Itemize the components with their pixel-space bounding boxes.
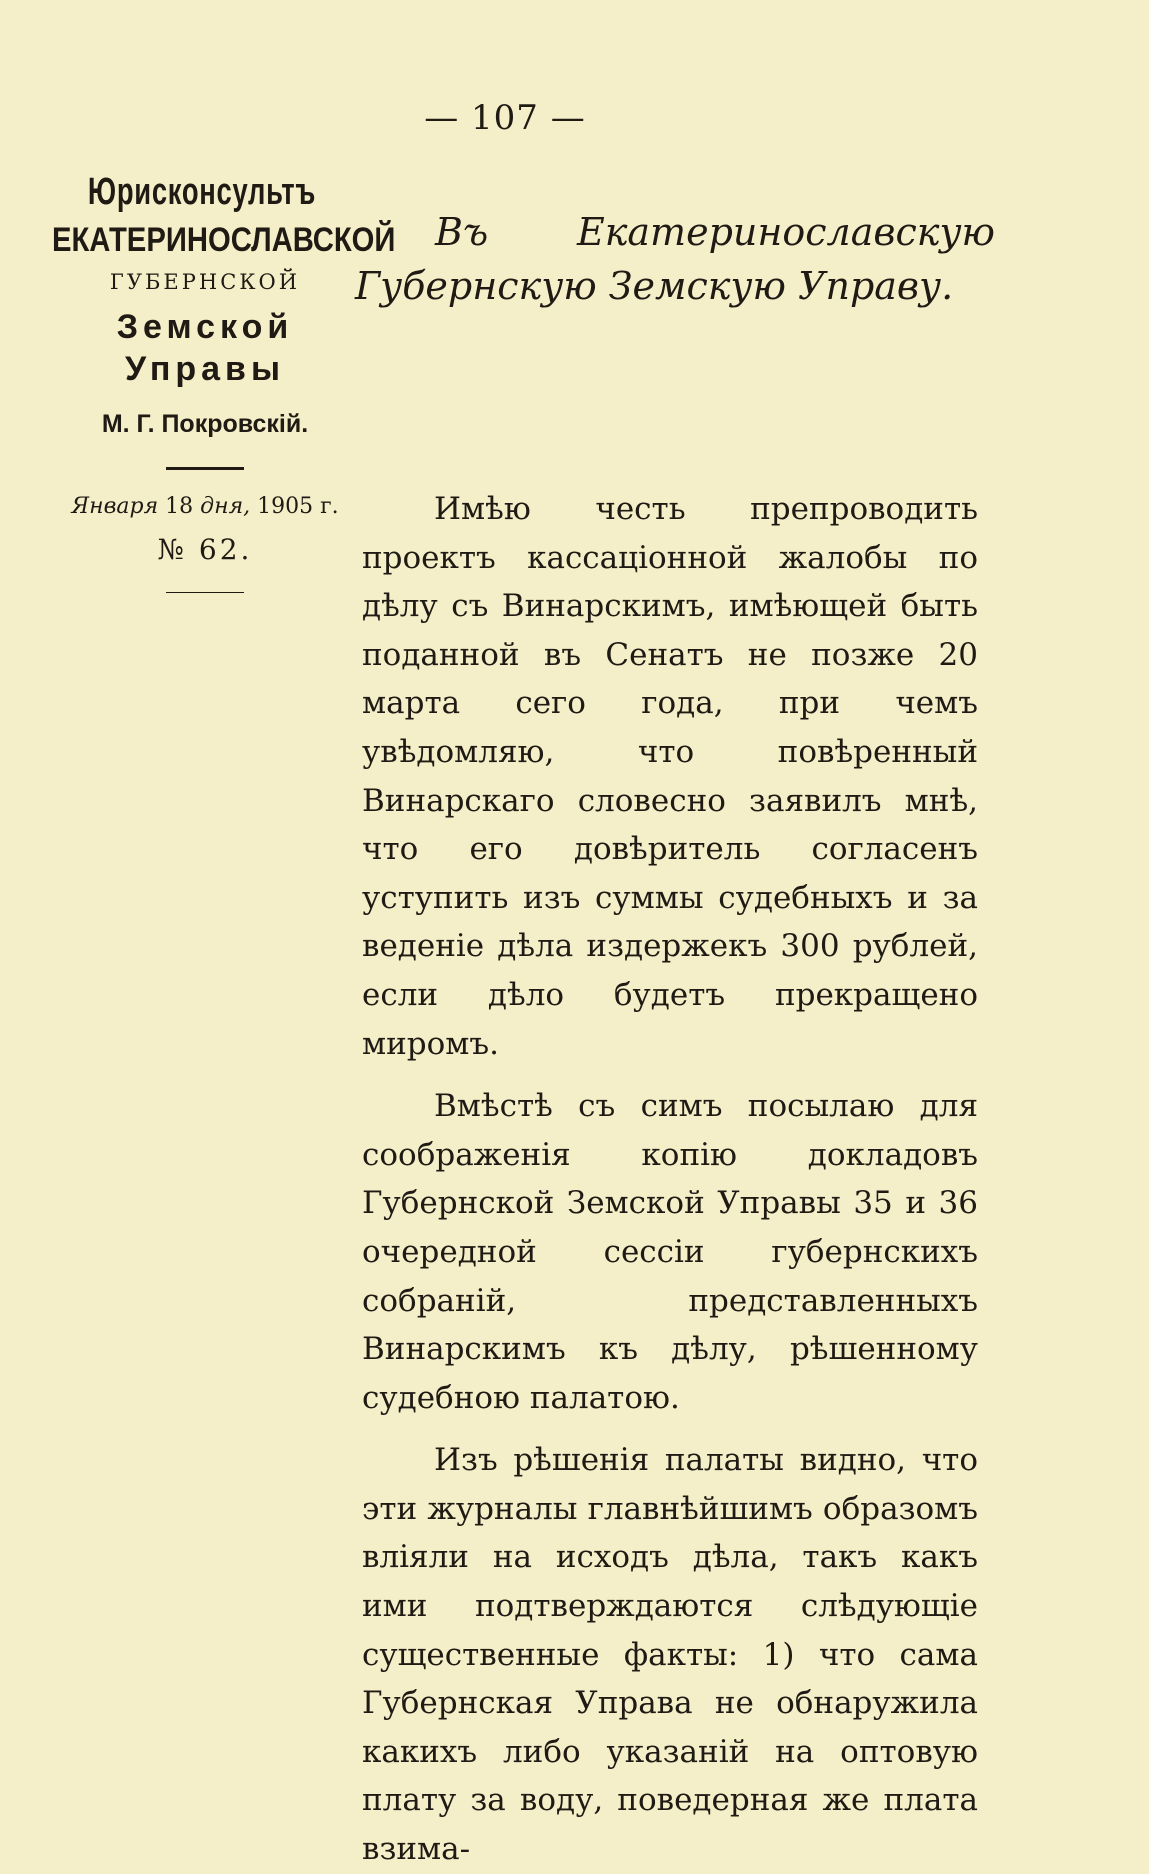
recipient-address: Въ Екатеринославскую Губернскую Земскую Управу. — [355, 210, 995, 308]
date-month: Января — [71, 494, 159, 519]
letter-body — [362, 485, 978, 1874]
paragraph: Имѣю честь препроводить проектъ кассаціонной жалобы по дѣлу съ Винарскимъ, имѣющей быть поданной въ Сенатъ не позже 20 марта сего года, при чемъ увѣдомляю, что повѣренный Винарскаго словесно заявилъ мнѣ, что его довѣритель согласенъ уступить изъ суммы судебныхъ и за веденіе дѣла издержекъ 300 рублей, если дѣло будетъ прекращено миромъ. — [362, 491, 978, 1062]
paragraph: Вмѣстѣ съ симъ посылаю для соображенія копію докладовъ Губернской Земской Управы 35 и 36 очередной сессіи губернскихъ собраній, представленныхъ Винарскимъ къ дѣлу, рѣшенному судебною палатою. — [362, 1088, 978, 1416]
sender-name: М. Г. Покровскій. — [101, 410, 309, 438]
sender-province: ГУБЕРНСКОЙ — [109, 270, 301, 294]
date-year: 1905 г. — [257, 494, 339, 519]
paragraph: Изъ рѣшенія палаты видно, что эти журналы главнѣйшимъ образомъ вліяли на исходъ дѣла, такъ какъ ими подтверждаются слѣдующіе существенные факты: 1) что сама Губернская Управа не обнаружила какихъ либо указаній на оптовую плату за воду, поведерная же плата взима- — [362, 1442, 978, 1868]
sender-region: ЕКАТЕРИНОСЛАВСКОЙ — [51, 221, 396, 259]
divider-rule-2 — [166, 592, 244, 593]
sender-block — [40, 170, 396, 593]
date-day: 18 — [165, 494, 194, 519]
letter-date — [40, 494, 370, 519]
divider-rule — [166, 467, 244, 470]
date-word: дня, — [200, 494, 251, 519]
sender-title: Юрисконсультъ — [87, 171, 317, 213]
document-number: № 62. — [157, 533, 253, 566]
sender-office: Земской Управы — [116, 308, 294, 388]
page-number: — 107 — — [424, 98, 586, 138]
